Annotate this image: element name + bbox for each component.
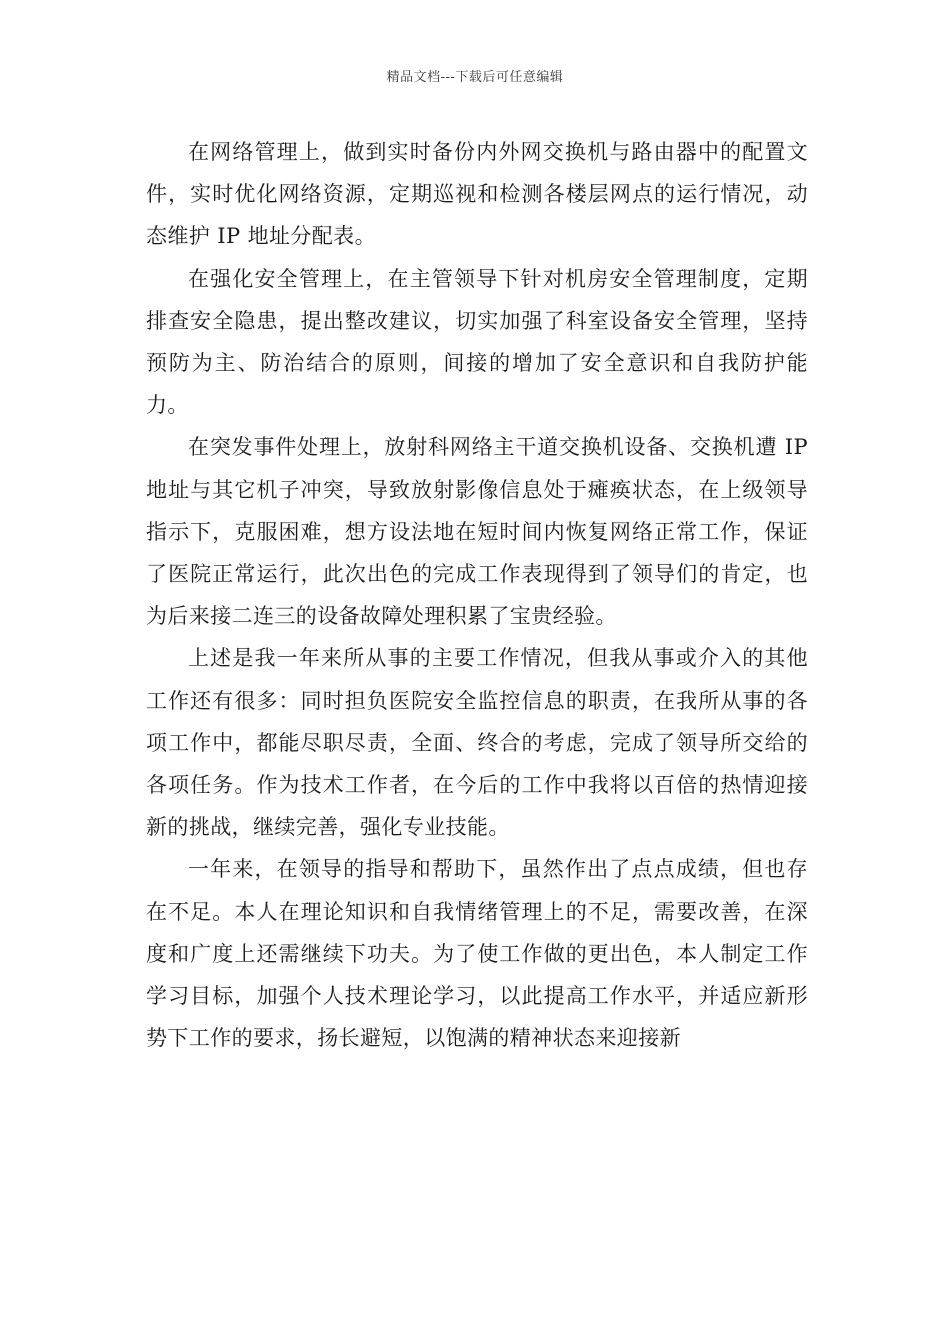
paragraph-shortcomings: 一年来，在领导的指导和帮助下，虽然作出了点点成绩，但也存在不足。本人在理论知识和自我情绪管理上的不足，需要改善，在深度和广度上还需继续下功夫。为了使工作做的更出色，本人制定工作学习目标，加强个人技术理论学习，以此提高工作水平，并适应新形势下工作的要求，扬长避短，以饱满的精神状态来迎接新	[146, 857, 808, 1051]
page-header: 精品文档---下载后可任意编辑	[386, 70, 564, 85]
paragraph-network-management: 在网络管理上，做到实时备份内外网交换机与路由器中的配置文件，实时优化网络资源，定期巡视和检测各楼层网点的运行情况，动态维护 IP 地址分配表。	[146, 140, 808, 249]
paragraph-emergency-handling: 在突发事件处理上，放射科网络主干道交换机设备、交换机遭 IP 地址与其它机子冲突，导致放射影像信息处于瘫痪状态，在上级领导指示下，克服困难，想方设法地在短时间内恢复网络正常工作，保证了医院正常运行，此次出色的完成工作表现得到了领导们的肯定，也为后来接二连三的设备故障处理积累了宝贵经验。	[146, 435, 808, 629]
paragraph-work-summary: 上述是我一年来所从事的主要工作情况，但我从事或介入的其他工作还有很多：同时担负医院安全监控信息的职责，在我所从事的各项工作中，都能尽职尽责，全面、终合的考虑，完成了领导所交给的各项任务。作为技术工作者，在今后的工作中我将以百倍的热情迎接新的挑战，继续完善，强化专业技能。	[146, 646, 808, 840]
document-body	[146, 131, 808, 1059]
paragraph-security-management: 在强化安全管理上，在主管领导下针对机房安全管理制度，定期排查安全隐患，提出整改建议，切实加强了科室设备安全管理，坚持预防为主、防治结合的原则，间接的增加了安全意识和自我防护能力。	[146, 266, 808, 418]
